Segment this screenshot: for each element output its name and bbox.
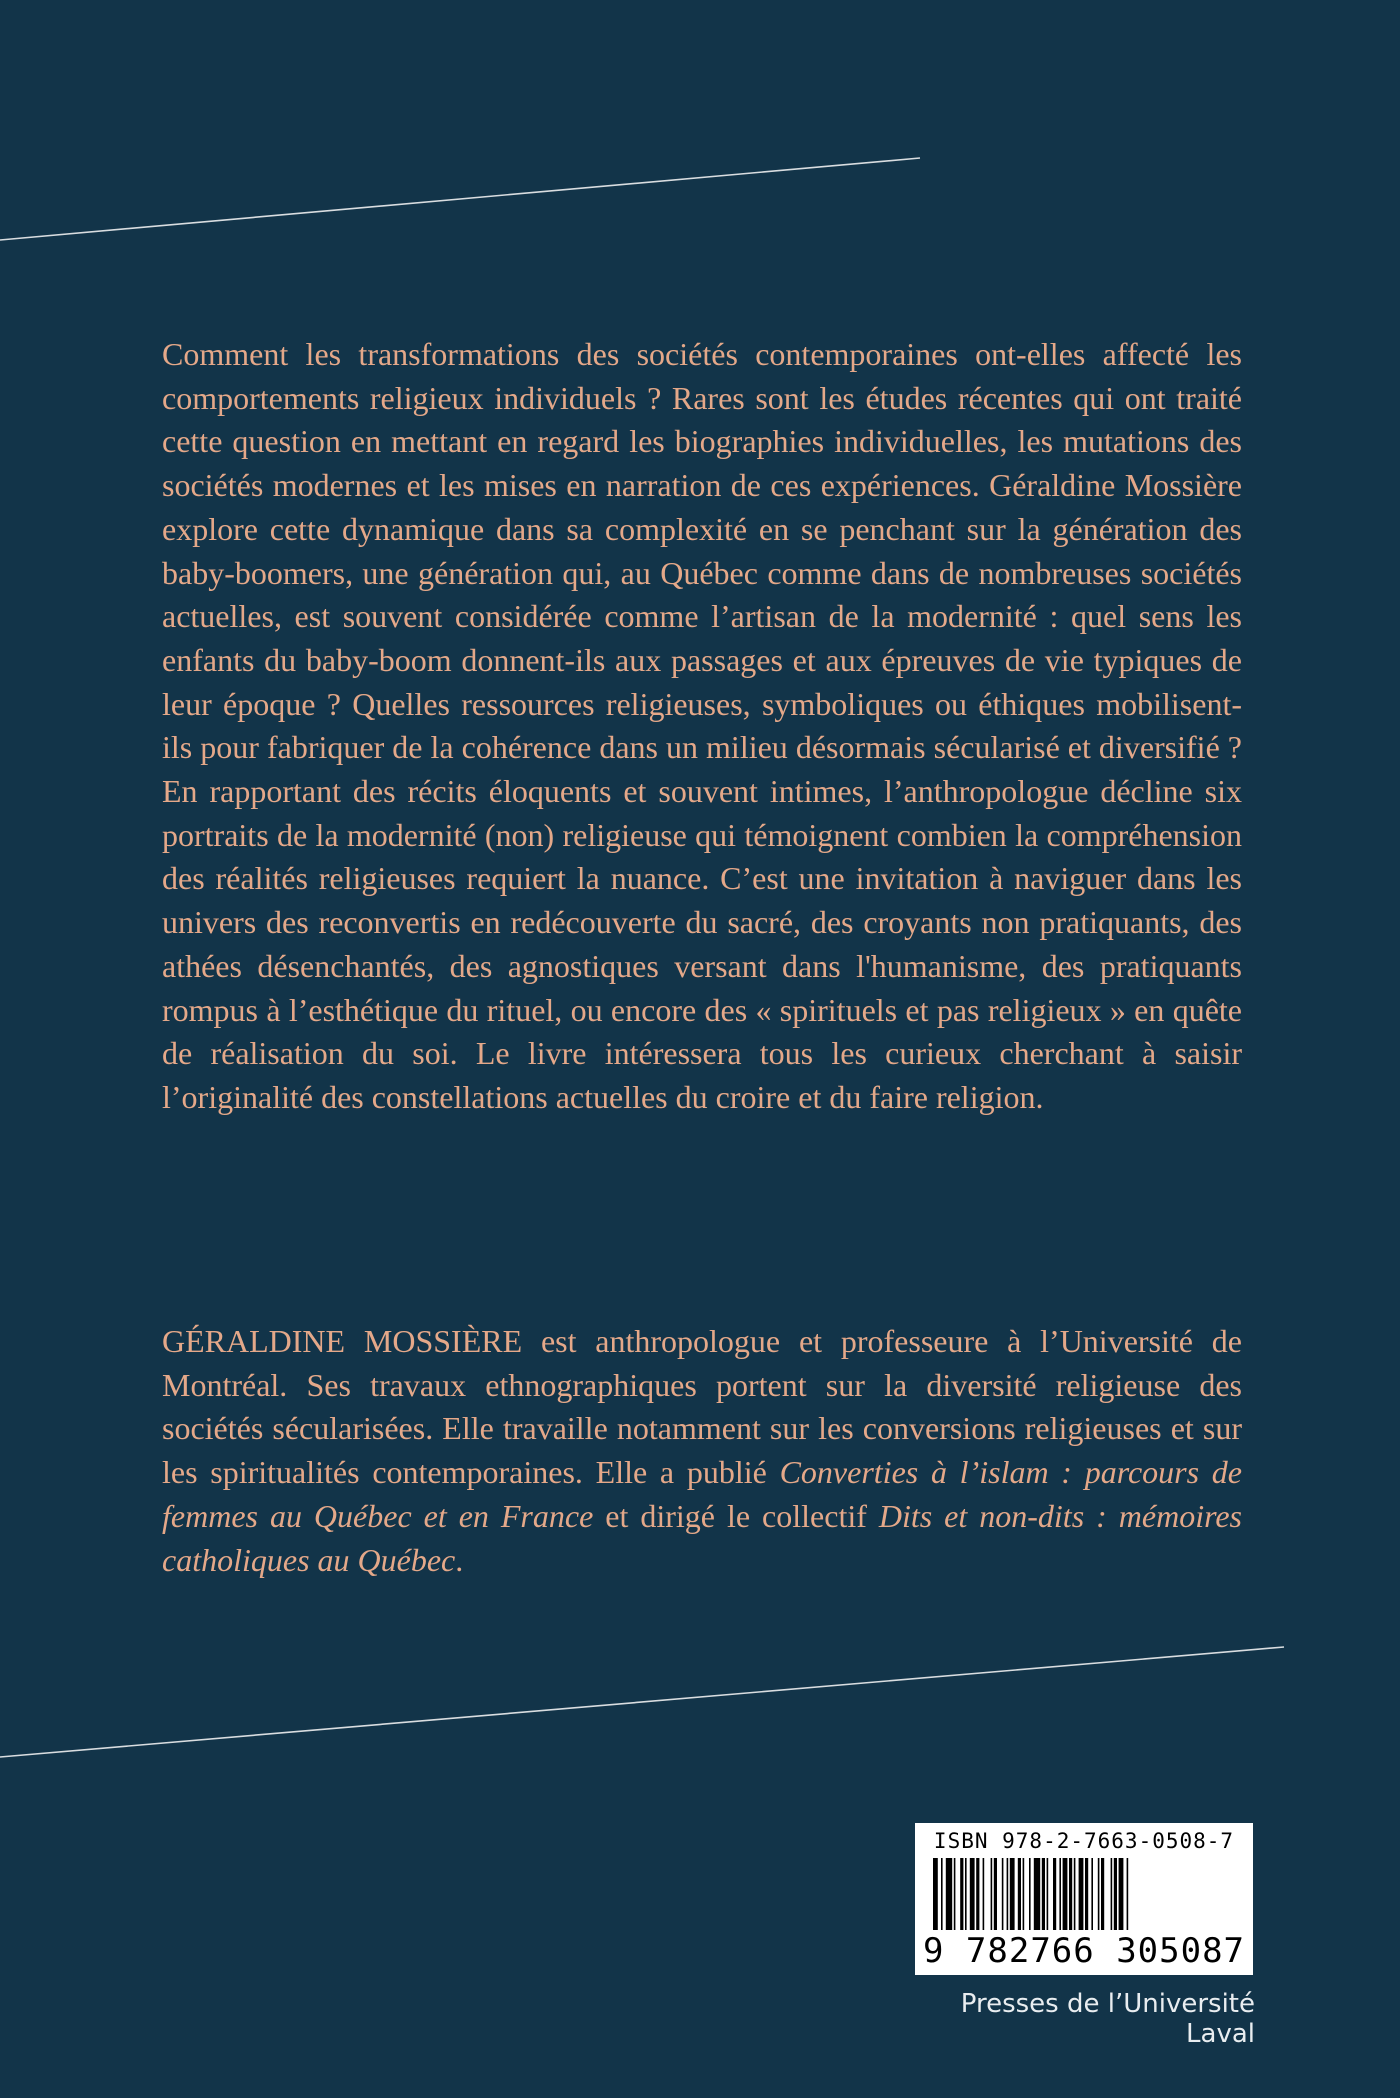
author-bio-text: GÉRALDINE MOSSIÈRE est anthropologue et professeure à l’Université de Montréal. Ses travaux ethnographiques portent sur la diversité religieuse des sociétés sécularisées. Elle travaille notamment sur les conversions religieuses et sur les spiritualités contemporaines. Elle a publié: [162, 1323, 1242, 1491]
isbn-digits: 9 782766 305087: [922, 1931, 1246, 1971]
barcode-bar: [994, 1858, 997, 1930]
barcode-bar: [946, 1858, 952, 1930]
author-bio-text-2: et dirigé le collectif: [593, 1497, 879, 1534]
barcode-bar: [1023, 1858, 1025, 1930]
barcode-bar: [1098, 1858, 1100, 1930]
barcode-bar: [1034, 1858, 1040, 1930]
barcode-bar: [970, 1858, 975, 1930]
bottom-rule: [0, 1647, 1284, 1757]
barcode-bar: [1127, 1858, 1129, 1930]
barcode-bar: [954, 1858, 956, 1930]
barcode-bar: [976, 1858, 979, 1930]
barcode-bar: [1042, 1858, 1045, 1930]
barcode-bar: [1091, 1858, 1093, 1930]
barcode-bar: [1018, 1858, 1021, 1930]
barcode-bar: [1119, 1858, 1124, 1930]
barcode-bar: [1010, 1858, 1015, 1930]
author-bio-end: .: [455, 1541, 464, 1578]
barcode-bar: [1059, 1858, 1061, 1930]
book-summary: Comment les transformations des sociétés contemporaines ont-elles affecté les comportements religieux individuels ? Rares sont les études récentes qui ont traité cette question en mettant en regard les biographies individuelles, les mutations des sociétés modernes et les mises en narration de ces expériences. Géraldine Mossière explore cette dynamique dans sa complexité en se penchant sur la génération des baby-boomers, une génération qui, au Québec comme dans de nombreuses sociétés actuelles, est souvent considérée comme l’artisan de la modernité : quel sens les enfants du baby-boom donnent-ils aux passages et aux épreuves de vie typiques de leur époque ? Quelles ressources religieuses, symboliques ou éthiques mobilisent-ils pour fabriquer de la cohérence dans un milieu désormais sécularisé et diversifié ? En rapportant des récits éloquents et souvent intimes, l’anthropologue décline six portraits de la modernité (non) religieuse qui témoignent combien la compréhension des réalités religieuses requiert la nuance. C’est une invitation à naviguer dans les univers des reconvertis en redécouverte du sacré, des croyants non pratiquants, des athées désenchantés, des agnostiques versant dans l'humanisme, des pratiquants rompus à l’esthétique du rituel, ou encore des « spirituels et pas religieux » en quête de réalisation du soi. Le livre intéressera tous les curieux cherchant à saisir l’originalité des constellations actuelles du croire et du faire religion.: [162, 336, 1242, 1115]
barcode-bar: [965, 1858, 967, 1930]
isbn-label: ISBN 978-2-7663-0508-7: [933, 1829, 1235, 1853]
barcode-bar: [1074, 1858, 1076, 1930]
book-title-converties: Converties à l’islam : parcours de femmes au Québec et en France: [162, 1454, 1243, 1534]
barcode: [915, 1823, 1253, 1975]
author-bio: [162, 1320, 1242, 1582]
barcode-bar: [1002, 1858, 1004, 1930]
book-title-dits: Dits et non-dits : mémoires catholiques au Québec: [162, 1497, 1243, 1578]
barcode-bar: [1079, 1858, 1084, 1930]
barcode-bar: [941, 1858, 943, 1930]
barcode-bar: [991, 1858, 993, 1930]
barcode-bar: [1101, 1858, 1104, 1930]
barcode-bar: [1007, 1858, 1009, 1930]
barcode-bar: [1047, 1858, 1049, 1930]
top-rule: [0, 158, 920, 240]
barcode-bar: [933, 1858, 938, 1930]
barcode-bars: [933, 1858, 1235, 1930]
barcode-bar: [983, 1858, 985, 1930]
barcode-bar: [1069, 1858, 1072, 1930]
barcode-bar: [1063, 1858, 1068, 1930]
barcode-bar: [1114, 1858, 1117, 1930]
barcode-bar: [1085, 1858, 1088, 1930]
publisher-name: Presses de l’Université Laval: [960, 1989, 1255, 2049]
barcode-bar: [1053, 1858, 1056, 1930]
barcode-bar: [1029, 1858, 1031, 1930]
barcode-bar: [960, 1858, 963, 1930]
barcode-bar: [1111, 1858, 1113, 1930]
